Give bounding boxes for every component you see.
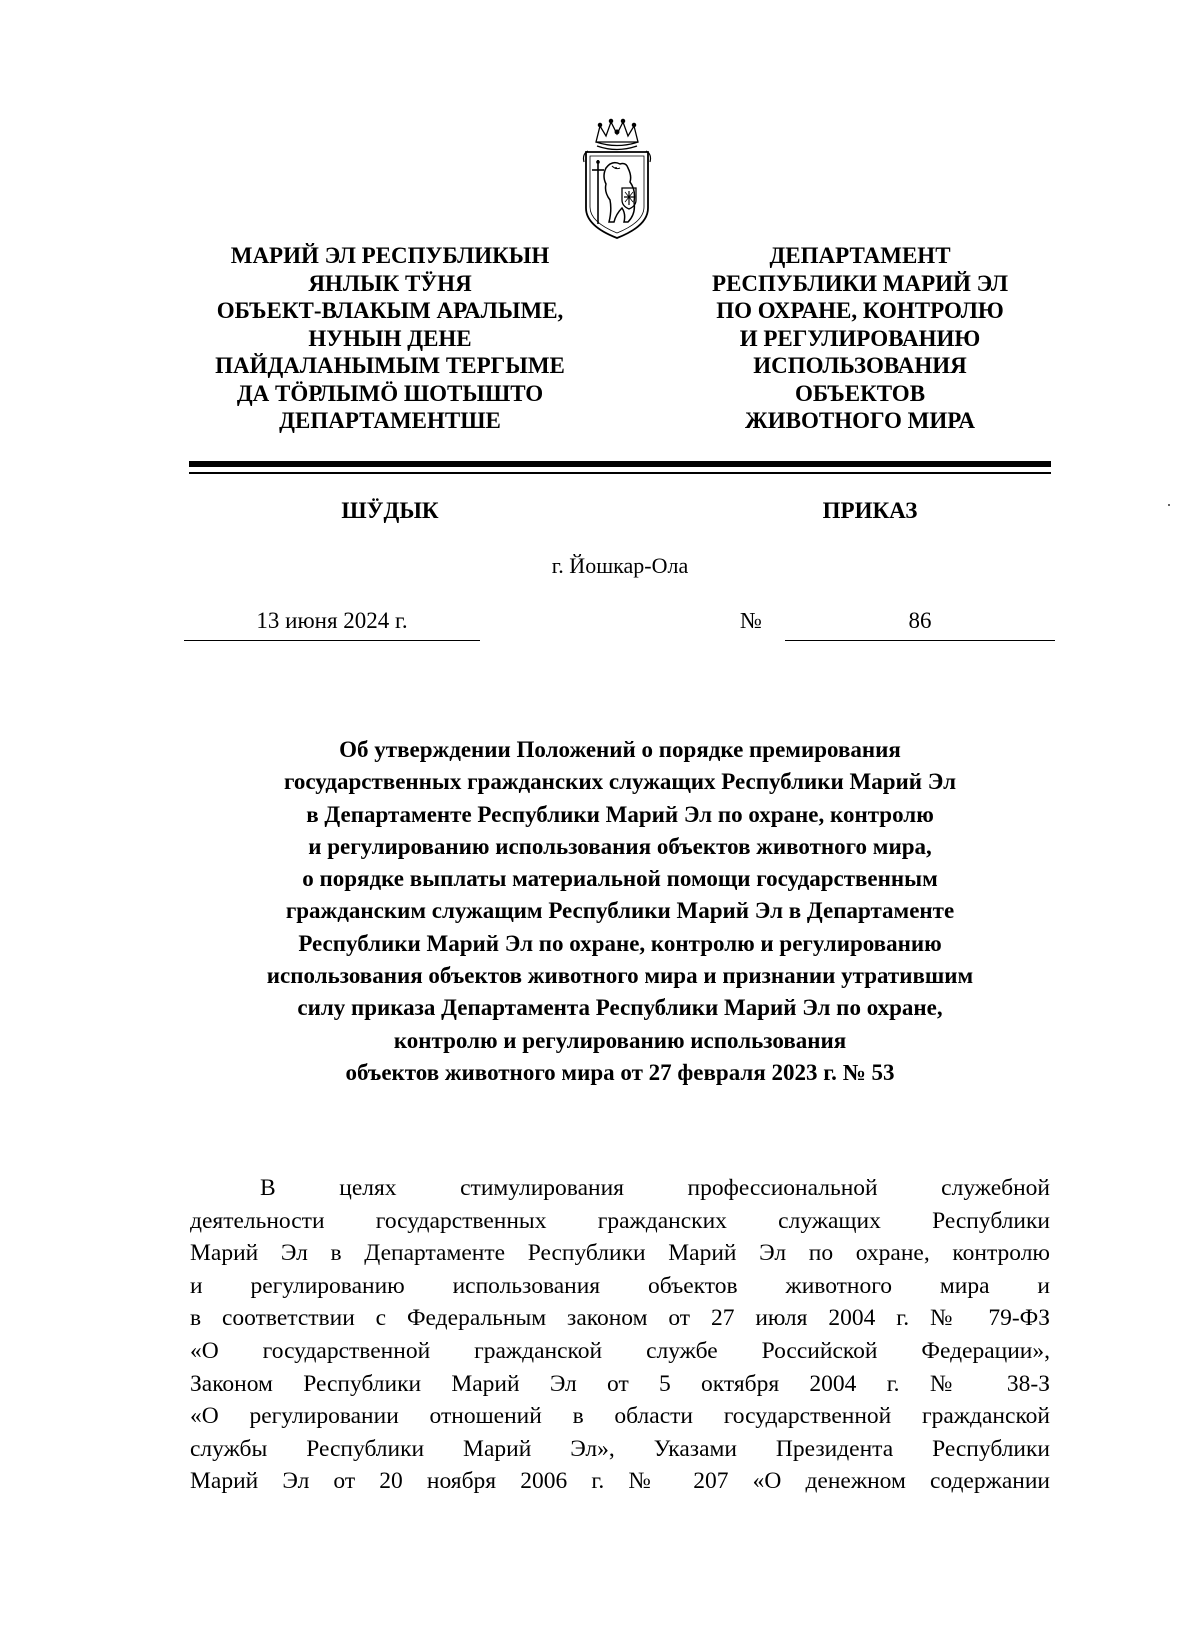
title-line: объектов животного мира от 27 февраля 2023 г. № 53 — [345, 1059, 895, 1085]
body-line: и регулированию использования объектов животного мира и — [190, 1272, 1050, 1299]
header-left-line: ОБЪЕКТ-ВЛАКЫМ АРАЛЫМЕ, — [216, 298, 564, 323]
body-line: «О регулировании отношений в области государственной гражданской — [190, 1403, 1050, 1430]
title-line: Республики Марий Эл по охране, контролю и регулированию — [298, 930, 942, 956]
header-right-line: ИСПОЛЬЗОВАНИЯ — [753, 353, 967, 378]
header-left-block — [190, 242, 590, 435]
header-right-line: ДЕПАРТАМЕНТ — [769, 243, 951, 268]
body-line: службы Республики Марий Эл», Указами Президента Республики — [190, 1435, 1050, 1462]
body-line: «О государственной гражданской службе Российской Федерации», — [190, 1337, 1050, 1364]
order-number: 86 — [908, 608, 932, 633]
header-left-line: ДА ТӦРЛЫМӦ ШОТЫШТО — [236, 380, 544, 406]
header-left-line: МАРИЙ ЭЛ РЕСПУБЛИКЫН — [230, 243, 550, 268]
title-line: Об утверждении Положений о порядке премирования — [339, 737, 901, 762]
title-line: государственных гражданских служащих Республики Марий Эл — [284, 769, 956, 795]
coat-of-arms-icon — [576, 118, 658, 242]
number-sign: № — [740, 608, 762, 633]
order-date: 13 июня 2024 г. — [184, 606, 480, 641]
header-divider-thick — [189, 461, 1051, 467]
body-line: В целях стимулирования профессиональной служебной — [260, 1175, 1050, 1201]
body-line: в соответствии с Федеральным законом от 27 июля 2004 г. № 79-ФЗ — [190, 1305, 1050, 1332]
title-line: о порядке выплаты материальной помощи государственным — [302, 866, 938, 892]
header-right-block — [640, 242, 1080, 435]
doc-type-mari: ШӰДЫК — [341, 498, 439, 523]
header-right-line: ПО ОХРАНЕ, КОНТРОЛЮ — [716, 298, 1004, 323]
title-line: использования объектов животного мира и признании утратившим — [266, 963, 974, 989]
order-number-field — [785, 606, 1055, 641]
header-left-line: НУНЫН ДЕНЕ — [308, 325, 472, 351]
title-line: контролю и регулированию использования — [393, 1027, 847, 1053]
body-line: Марий Эл в Департаменте Республики Марий Эл по охране, контролю — [190, 1240, 1050, 1267]
doc-type-russian: ПРИКАЗ — [822, 498, 918, 523]
body-line: деятельности государственных гражданских служащих Республики — [190, 1207, 1050, 1234]
body-paragraph — [190, 1172, 1050, 1498]
title-line: силу приказа Департамента Республики Марий Эл по охране, — [297, 995, 943, 1021]
body-line: Законом Республики Марий Эл от 5 октября 2004 г. № 38-З — [190, 1370, 1050, 1397]
header-right-line: РЕСПУБЛИКИ МАРИЙ ЭЛ — [712, 270, 1008, 296]
header-right-line: ОБЪЕКТОВ — [794, 380, 926, 406]
header-right-line: ЖИВОТНОГО МИРА — [745, 408, 975, 433]
header-right-line: И РЕГУЛИРОВАНИЮ — [739, 325, 981, 351]
title-line: и регулированию использования объектов животного мира, — [308, 833, 932, 859]
city-label: г. Йошкар-Ола — [551, 553, 689, 578]
header-divider-thin — [189, 472, 1051, 474]
title-line: гражданским служащим Республики Марий Эл в Департаменте — [285, 898, 955, 924]
document-title — [190, 734, 1050, 1089]
header-left-line: ДЕПАРТАМЕНТШЕ — [279, 408, 501, 433]
scan-speck — [1168, 504, 1170, 506]
header-left-line: ПАЙДАЛАНЫМЫМ ТЕРГЫМЕ — [215, 353, 565, 378]
title-line: в Департаменте Республики Марий Эл по охране, контролю — [306, 801, 934, 827]
body-line: Марий Эл от 20 ноября 2006 г. № 207 «О денежном содержании — [190, 1468, 1050, 1495]
header-left-line: ЯНЛЫК ТӰНЯ — [308, 270, 472, 296]
